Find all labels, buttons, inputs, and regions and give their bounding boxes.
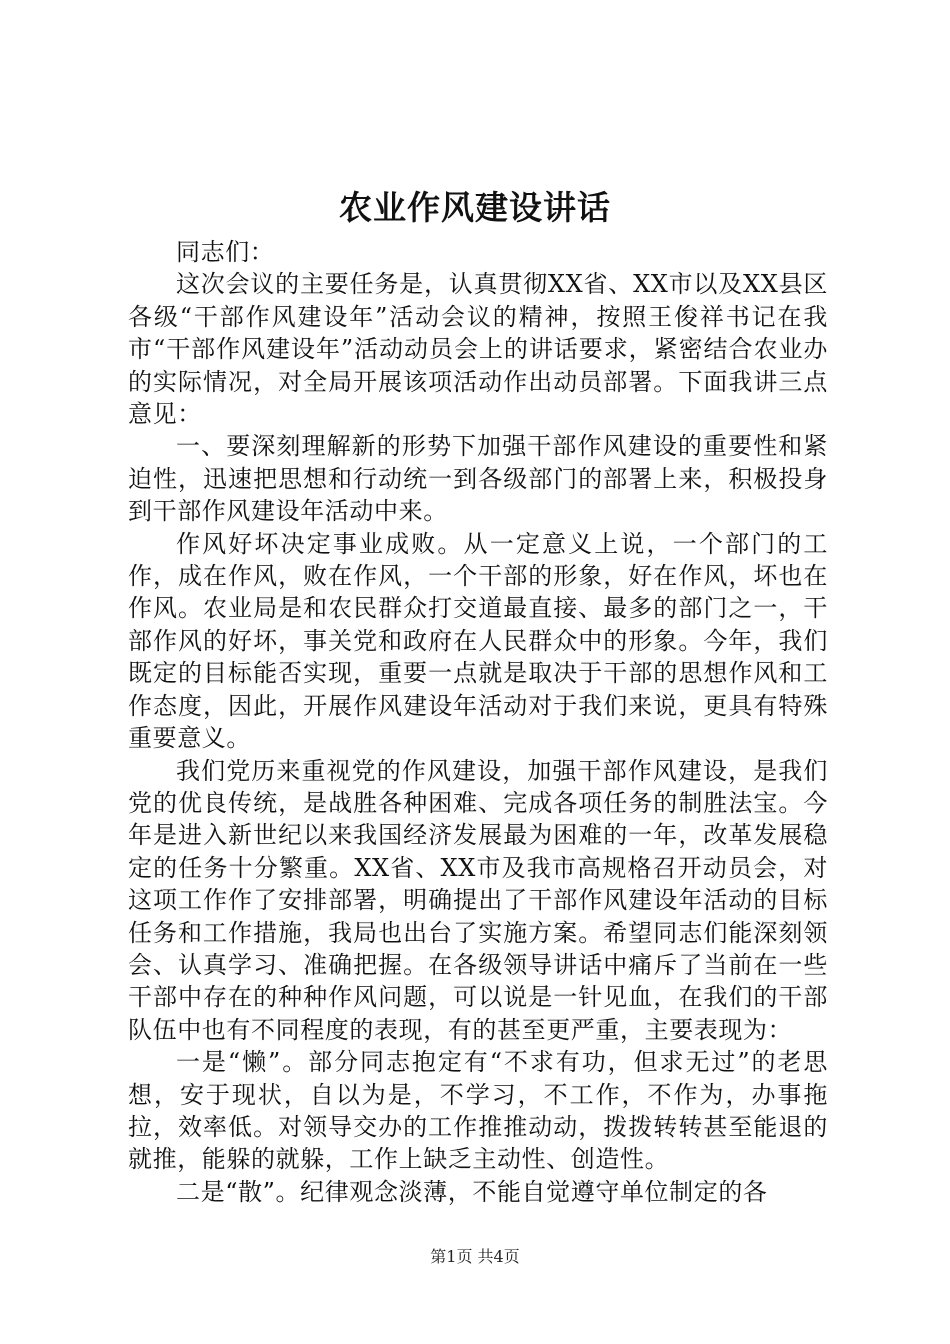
- paragraph-point-one-heading: 一、要深刻理解新的形势下加强干部作风建设的重要性和紧迫性，迅速把思想和行动统一到各级部门的部署上来，积极投身到干部作风建设年活动中来。: [128, 432, 828, 526]
- paragraph-style-importance: 作风好坏决定事业成败。从一定意义上说，一个部门的工作，成在作风，败在作风，一个干部的形象，好在作风，坏也在作风。农业局是和农民群众打交道最直接、最多的部门之一，干部作风的好坏，事关党和政府在人民群众中的形象。今年，我们既定的目标能否实现，重要一点就是取决于干部的思想作风和工作态度，因此，开展作风建设年活动对于我们来说，更具有特殊重要意义。: [128, 529, 828, 753]
- paragraph-party-tradition: 我们党历来重视党的作风建设，加强干部作风建设，是我们党的优良传统，是战胜各种困难、完成各项任务的制胜法宝。今年是进入新世纪以来我国经济发展最为困难的一年，改革发展稳定的任务十分繁重。XX省、XX市及我市高规格召开动员会，对这项工作作了安排部署，明确提出了干部作风建设年活动的目标任务和工作措施，我局也出台了实施方案。希望同志们能深刻领会、认真学习、准确把握。在各级领导讲话中痛斥了当前在一些干部中存在的种种作风问题，可以说是一针见血，在我们的干部队伍中也有不同程度的表现，有的甚至更严重，主要表现为：: [128, 756, 828, 1044]
- page-number-footer: 第1页 共4页: [430, 1247, 520, 1266]
- paragraph-problem-lazy: 一是“懒”。部分同志抱定有“不求有功，但求无过”的老思想，安于现状，自以为是，不学习，不工作，不作为，办事拖拉，效率低。对领导交办的工作推推动动，拨拨转转甚至能退的就推，能躲的就躲，工作上缺乏主动性、创造性。: [128, 1048, 828, 1174]
- paragraph-problem-loose: 二是“散”。纪律观念淡薄，不能自觉遵守单位制定的各: [176, 1177, 768, 1206]
- paragraph-intro: 这次会议的主要任务是，认真贯彻XX省、XX市以及XX县区各级“干部作风建设年”活动会议的精神，按照王俊祥书记在我市“干部作风建设年”活动动员会上的讲话要求，紧密结合农业办的实际情况，对全局开展该项活动作出动员部署。下面我讲三点意见：: [128, 270, 828, 429]
- paragraph-salutation: 同志们：: [176, 238, 275, 266]
- document-body: [128, 236, 828, 1208]
- document-title: 农业作风建设讲话: [339, 188, 611, 227]
